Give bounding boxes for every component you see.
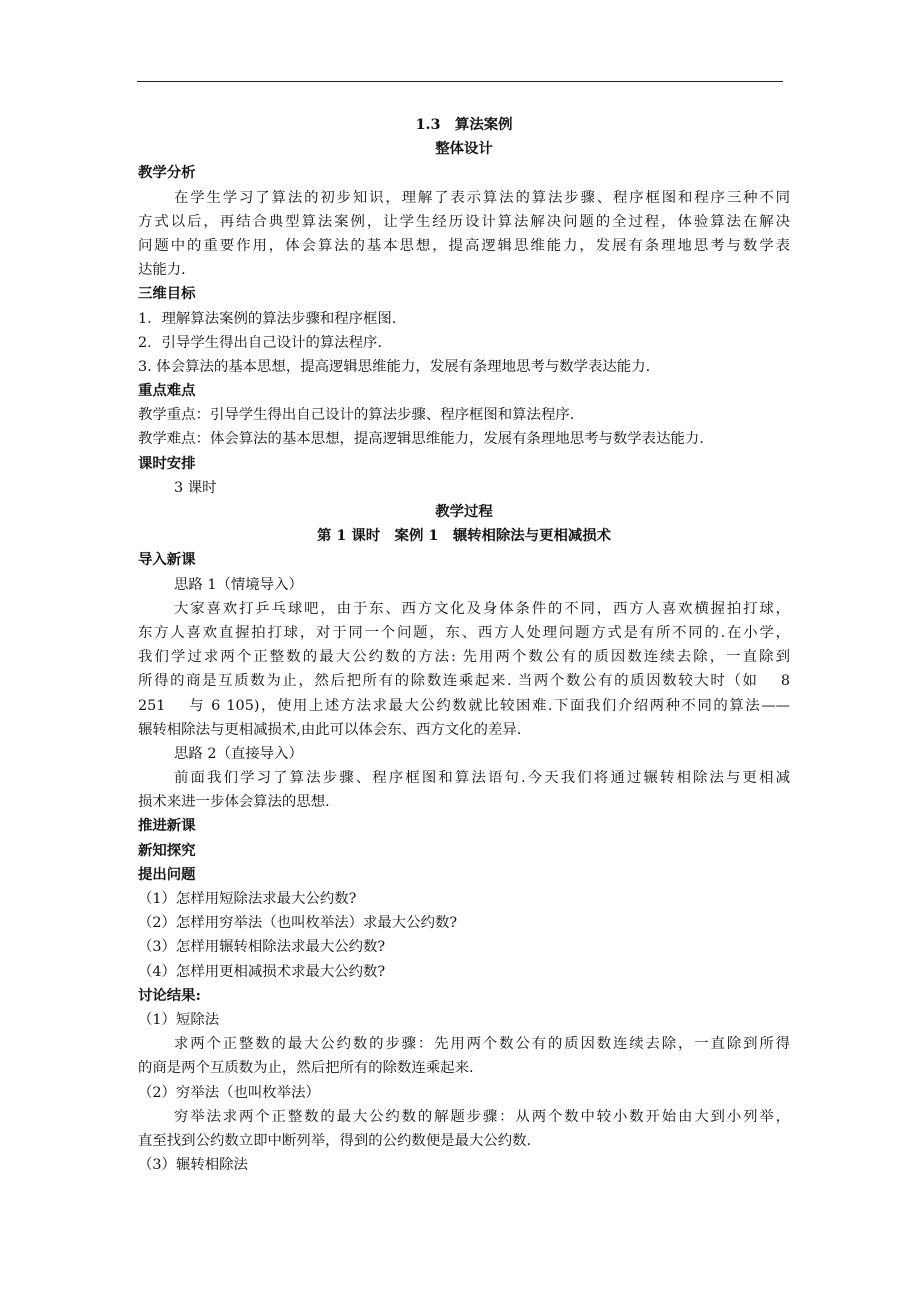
goal-item: 1．理解算法案例的算法步骤和程序框图. <box>138 310 397 327</box>
analysis-heading: 教学分析 <box>138 164 196 182</box>
idea1-label: 思路 1（情境导入） <box>174 576 303 593</box>
analysis-line: 达能力. <box>138 262 186 279</box>
teaching-focus: 教学重点：引导学生得出自己设计的算法步骤、程序框图和算法程序. <box>138 407 575 424</box>
method2-label: （2）穷举法（也叫枚举法） <box>138 1084 320 1101</box>
goal-item: 3. 体会算法的基本思想，提高逻辑思维能力，发展有条理地思考与数学表达能力. <box>138 358 651 375</box>
questions-heading: 提出问题 <box>138 865 196 883</box>
idea1-line: 东方人喜欢直握拍打球，对于同一个问题，东、西方人处理问题方式是有所不同的.在小学， <box>138 624 790 641</box>
teaching-difficulty: 教学难点：体会算法的基本思想，提高逻辑思维能力，发展有条理地思考与数学表达能力. <box>138 431 704 448</box>
advance-heading: 推进新课 <box>138 817 196 835</box>
schedule-heading: 课时安排 <box>138 454 196 472</box>
method2-line: 穷举法求两个正整数的最大公约数的解题步骤：从两个数中较小数开始由大到小列举， <box>174 1108 790 1125</box>
question-item: （4）怎样用更相减损术求最大公约数? <box>138 963 386 980</box>
question-item: （3）怎样用辗转相除法求最大公约数? <box>138 939 386 956</box>
goals-heading: 三维目标 <box>138 285 196 303</box>
idea2-line: 损术来进一步体会算法的思想. <box>138 794 330 811</box>
question-item: （1）怎样用短除法求最大公约数? <box>138 891 357 907</box>
key-points-heading: 重点难点 <box>138 382 196 400</box>
analysis-line: 问题中的重要作用，体会算法的基本思想，提高逻辑思维能力，发展有条理地思考与数学表 <box>138 237 790 254</box>
idea1-line: 251 与 6 105)，使用上述方法求最大公约数就比较困难.下面我们介绍两种不同的算法—— <box>138 697 790 714</box>
idea1-line: 大家喜欢打乒乓球吧，由于东、西方文化及身体条件的不同，西方人喜欢横握拍打球， <box>174 600 790 617</box>
analysis-line: 在学生学习了算法的初步知识，理解了表示算法的算法步骤、程序框图和程序三种不同 <box>174 189 790 206</box>
document-page <box>138 113 790 1177</box>
schedule-value: 3 课时 <box>174 479 217 496</box>
method1-line: 求两个正整数的最大公约数的步骤：先用两个数公有的质因数连续去除，一直除到所得 <box>174 1036 790 1053</box>
idea1-line: 所得的商是互质数为止，然后把所有的除数连乘起来. 当两个数公有的质因数较大时（如 8 <box>138 673 790 690</box>
idea1-line: 辗转相除法与更相减损术,由此可以体会东、西方文化的差异. <box>138 721 522 738</box>
intro-heading: 导入新课 <box>138 551 196 569</box>
idea2-label: 思路 2（直接导入） <box>174 745 303 762</box>
method3-label: （3）辗转相除法 <box>138 1157 248 1174</box>
section-subtitle: 整体设计 <box>435 140 493 158</box>
idea1-line: 我们学过求两个正整数的最大公约数的方法: 先用两个数公有的质因数连续去除，一直除到 <box>138 649 790 666</box>
analysis-line: 方式以后，再结合典型算法案例，让学生经历设计算法解决问题的全过程，体验算法在解决 <box>138 213 790 230</box>
section-title: 1.3 算法案例 <box>415 116 513 133</box>
header-rule <box>137 81 783 82</box>
goal-item: 2．引导学生得出自己设计的算法程序. <box>138 334 382 351</box>
explore-heading: 新知探究 <box>138 841 196 859</box>
process-heading: 教学过程 <box>435 503 493 520</box>
lesson-title: 第 1 课时 案例 1 辗转相除法与更相减损术 <box>316 527 612 545</box>
method1-line: 的商是两个互质数为止，然后把所有的除数连乘起来. <box>138 1060 474 1077</box>
method1-label: （1）短除法 <box>138 1011 220 1028</box>
method2-line: 直至找到公约数立即中断列举，得到的公约数便是最大公约数. <box>138 1132 532 1149</box>
idea2-line: 前面我们学习了算法步骤、程序框图和算法语句.今天我们将通过辗转相除法与更相减 <box>174 770 790 787</box>
results-heading: 讨论结果: <box>138 986 201 1004</box>
question-item: （2）怎样用穷举法（也叫枚举法）求最大公约数? <box>138 915 458 932</box>
